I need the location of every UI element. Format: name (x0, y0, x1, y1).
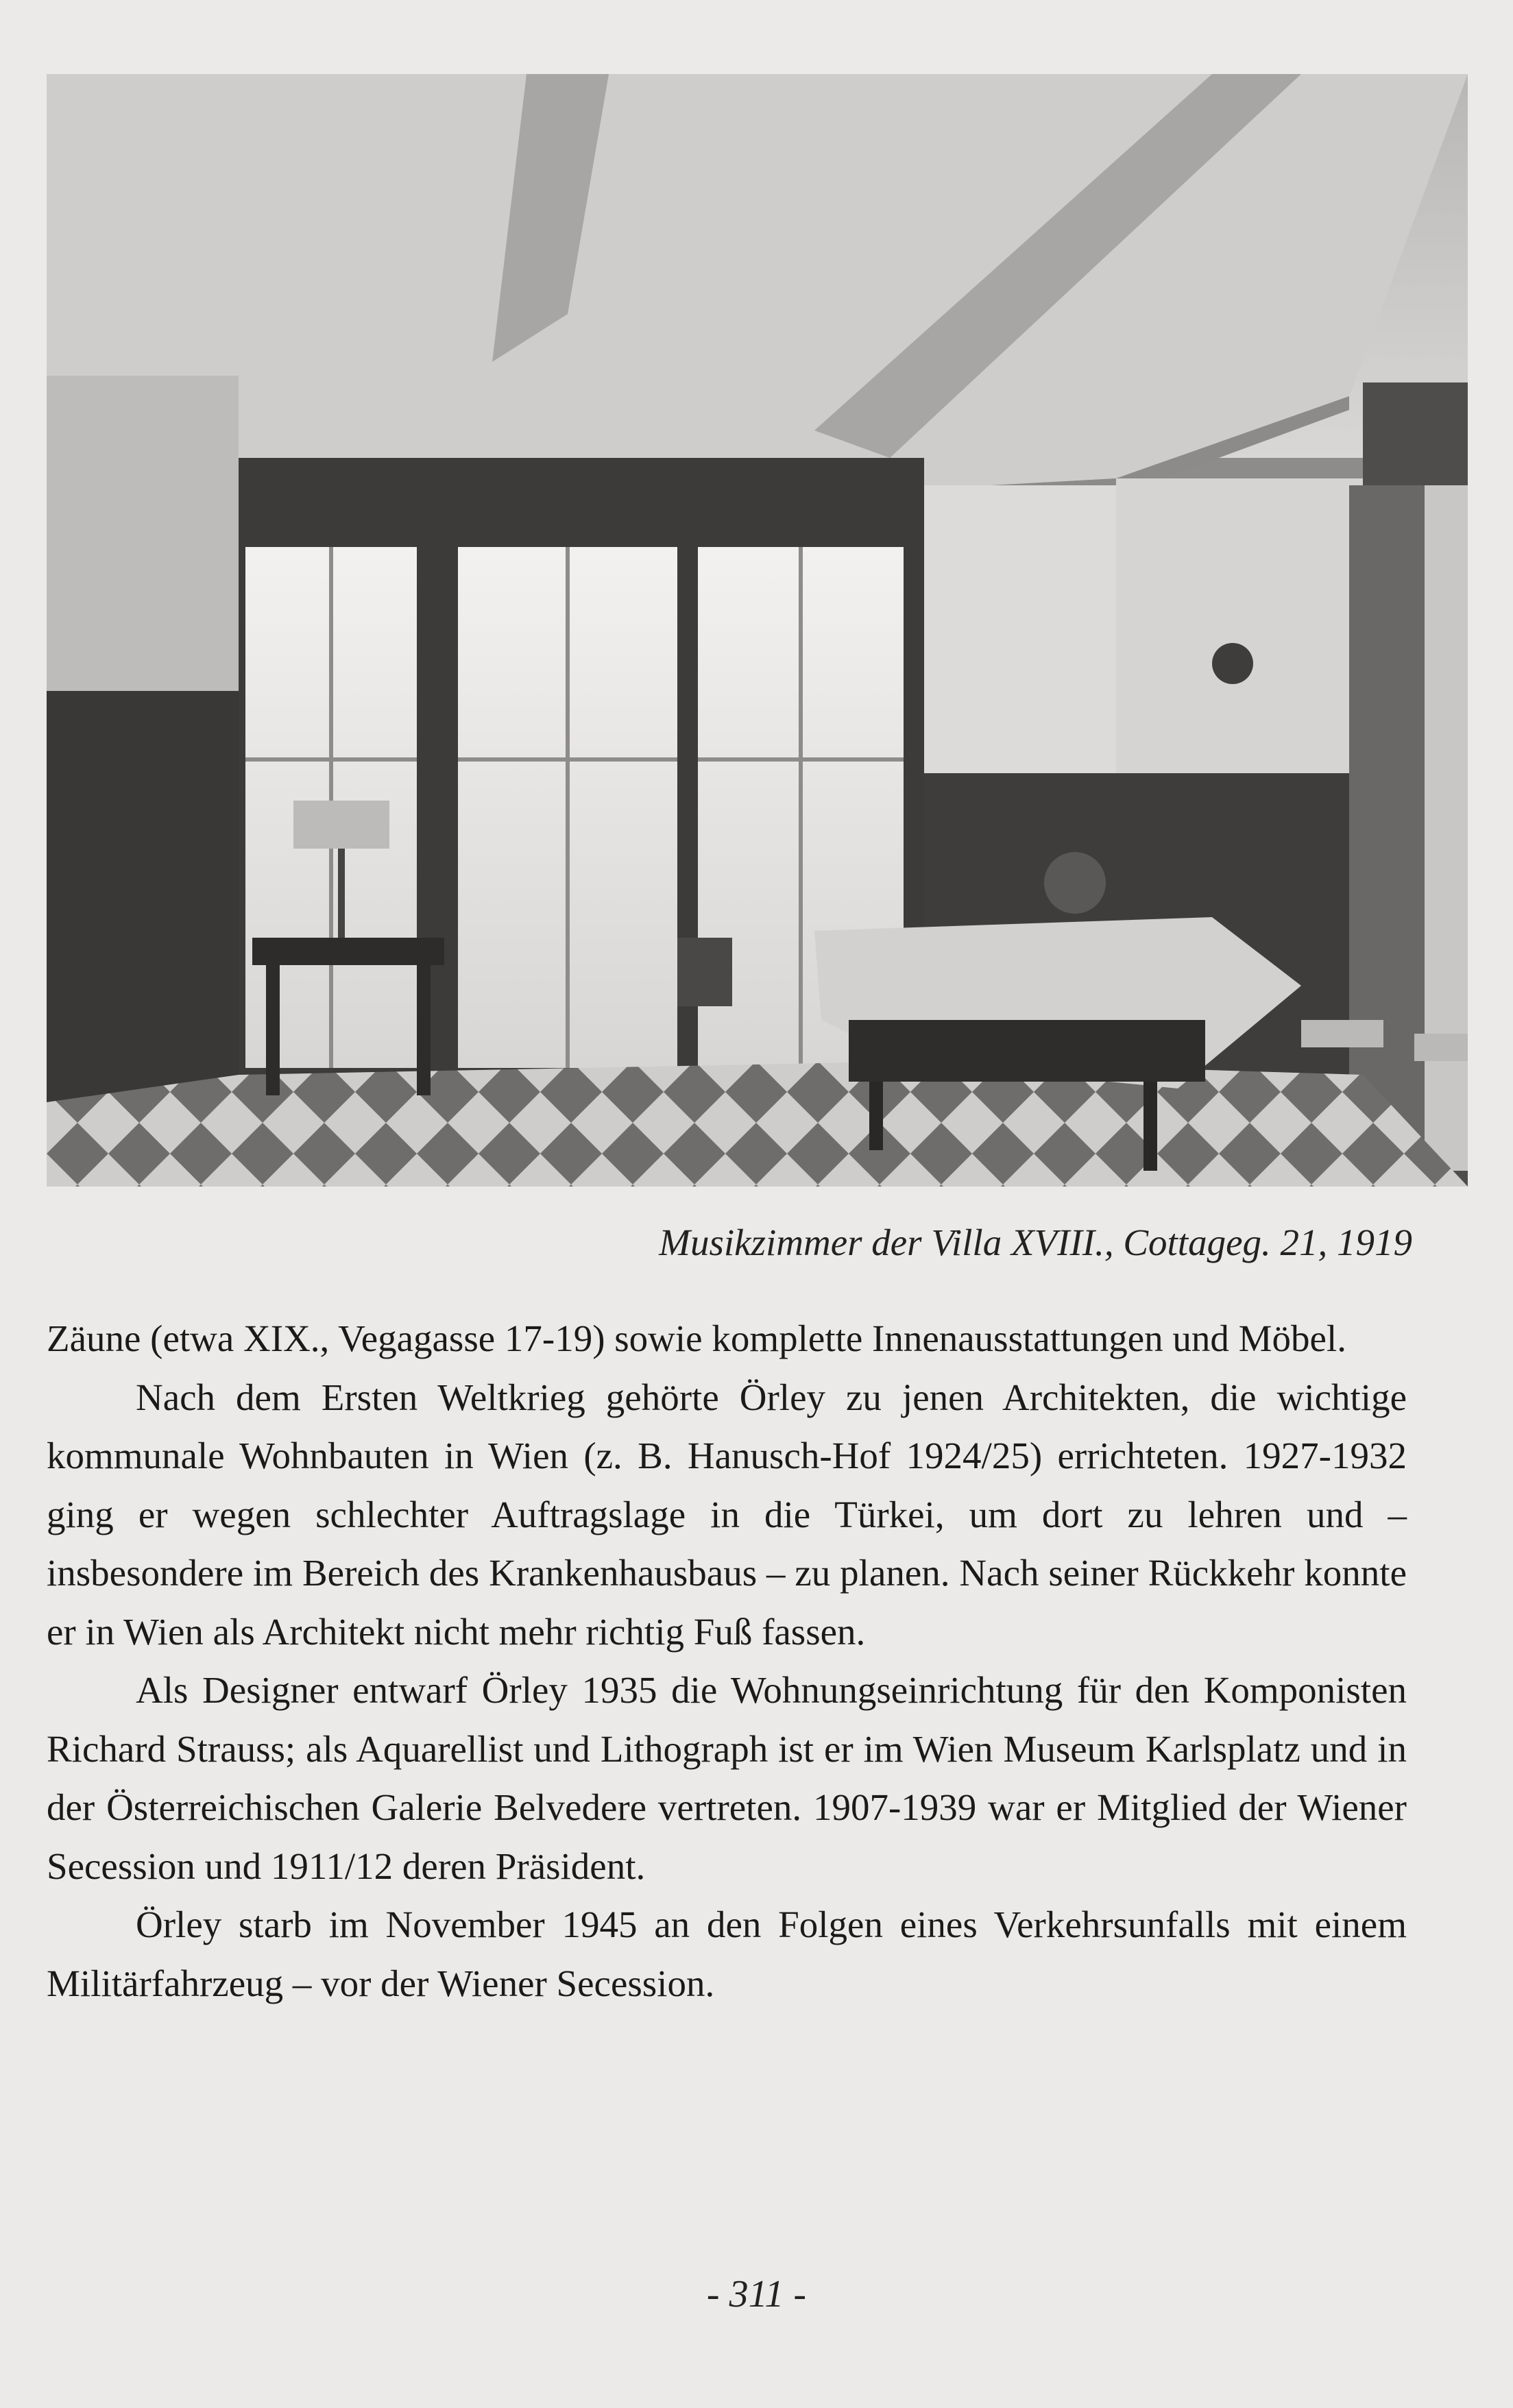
page-number: - 311 - (706, 2273, 807, 2315)
figure-photo (47, 74, 1468, 1187)
paragraph: Örley starb im November 1945 an den Folgen eines Verkehrsunfalls mit einem Militärfahrzeug – vor der Wiener Secession. (47, 1904, 1407, 2004)
body-text (47, 1309, 1407, 2012)
paragraph: Zäune (etwa XIX., Vegagasse 17-19) sowie komplette Innenausstattungen und Möbel. (47, 1317, 1346, 1359)
music-room-photo (47, 74, 1468, 1187)
figure-caption: Musikzimmer der Villa XVIII., Cottageg. 21, 1919 (659, 1221, 1412, 1263)
paragraph: Als Designer entwarf Örley 1935 die Wohnungseinrichtung für den Komponisten Richard Strauss; als Aquarellist und Lithograph ist er im Wien Museum Karlsplatz und in der Österreichischen Galerie Belvedere vertreten. 1907-1939 war er Mitglied der Wiener Secession und 1911/12 deren Präsident. (47, 1669, 1407, 1887)
paragraph: Nach dem Ersten Weltkrieg gehörte Örley zu jenen Architekten, die wichtige kommunale Wohnbauten in Wien (z. B. Hanusch-Hof 1924/25) errichteten. 1927-1932 ging er wegen schlechter Auftragslage in die Türkei, um dort zu lehren und – insbesondere im Bereich des Krankenhausbaus – zu planen. Nach seiner Rückkehr konnte er in Wien als Architekt nicht mehr richtig Fuß fassen. (47, 1376, 1407, 1653)
